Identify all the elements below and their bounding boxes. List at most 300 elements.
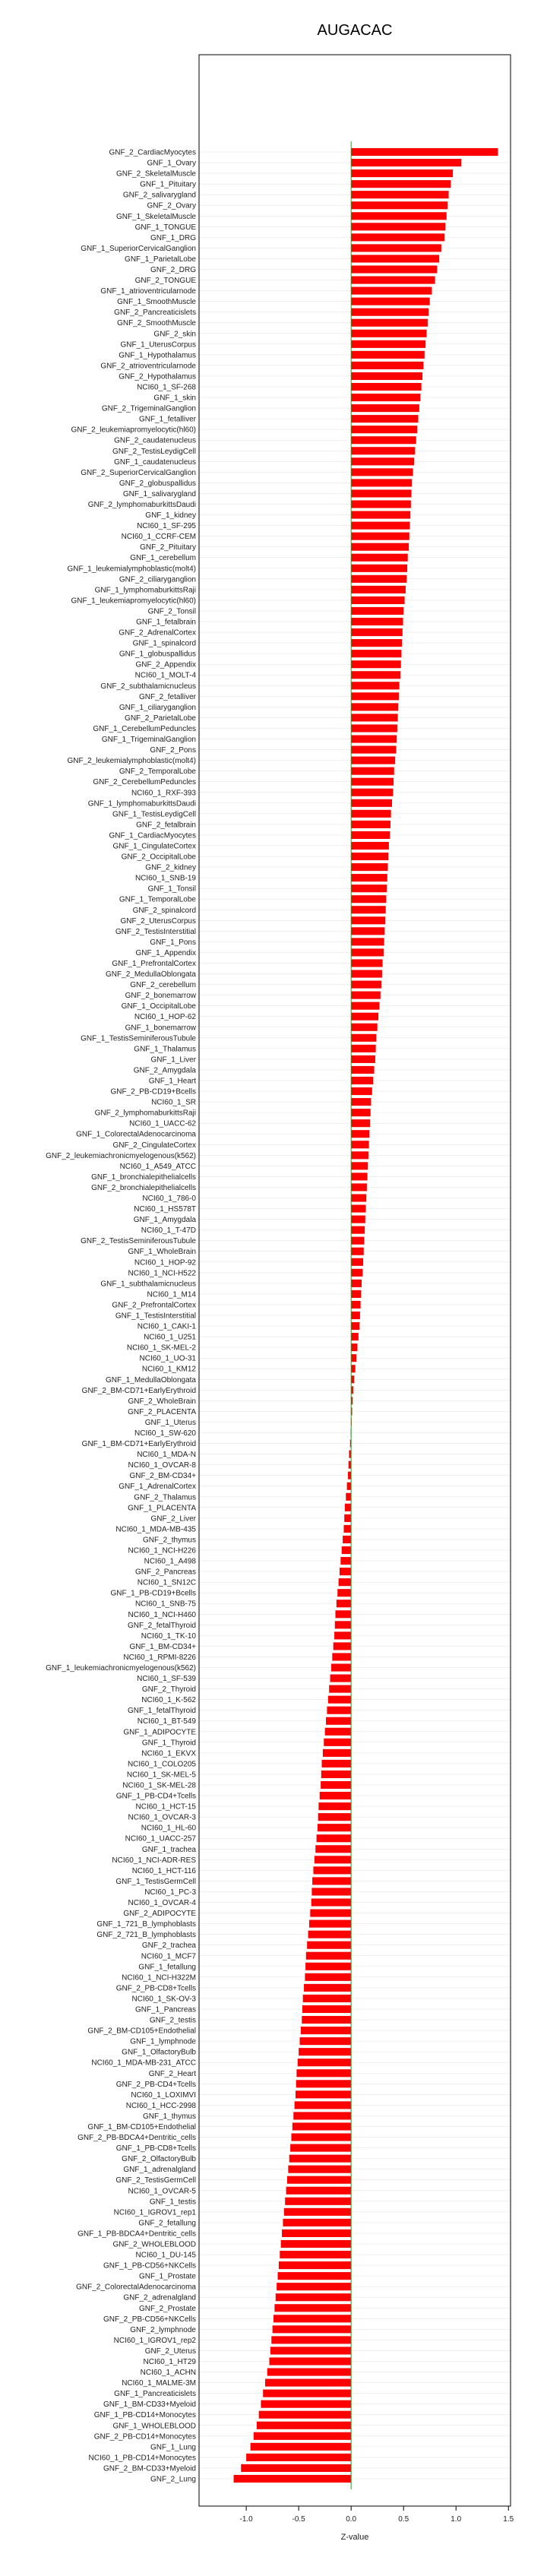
category-label: GNF_1_fetalbrain: [136, 618, 196, 627]
bar: [302, 2016, 351, 2024]
category-label: GNF_2_PB-CD19+Bcells: [110, 1087, 196, 1097]
category-label: NCI60_1_PC-3: [144, 1888, 196, 1897]
bar: [351, 244, 441, 252]
bar: [269, 2357, 351, 2365]
bar: [351, 1130, 369, 1138]
bar: [351, 1162, 368, 1169]
bar: [351, 692, 399, 700]
category-label: GNF_2_Liver: [150, 1514, 196, 1524]
category-label: GNF_1_TestisGermCell: [115, 1877, 196, 1886]
category-label: GNF_1_TestisSeminiferousTubule: [81, 1034, 196, 1043]
bar: [308, 1931, 352, 1938]
bar: [351, 148, 498, 156]
bar: [351, 255, 439, 262]
bar: [351, 842, 389, 850]
category-label: GNF_2_TrigeminalGanglion: [101, 404, 196, 413]
category-label: GNF_2_adrenalgland: [123, 2293, 196, 2302]
bar: [342, 1546, 351, 1554]
category-label: GNF_1_kidney: [145, 511, 196, 521]
category-label: GNF_1_Ovary: [147, 159, 196, 168]
bar: [295, 2101, 352, 2109]
bar: [278, 2272, 352, 2280]
category-label: GNF_1_Amygdala: [133, 1216, 196, 1225]
category-label: GNF_2_lymphomaburkittsDaudi: [87, 501, 196, 510]
category-label: NCI60_1_CCRF-CEM: [121, 533, 196, 542]
category-label: NCI60_1_KM12: [141, 1365, 196, 1374]
category-label: GNF_1_PB-CD14+Monocytes: [93, 2411, 196, 2420]
bar: [273, 2325, 352, 2333]
bar: [351, 426, 417, 433]
bar: [351, 639, 402, 647]
category-label: GNF_1_skin: [153, 394, 196, 403]
bar: [351, 1183, 367, 1191]
bar: [318, 1824, 351, 1831]
x-tick-label: 1.0: [451, 2515, 462, 2524]
category-label: GNF_2_Ovary: [147, 201, 196, 210]
bar: [351, 543, 409, 551]
category-label: GNF_2_Thalamus: [134, 1493, 196, 1502]
bar: [351, 1312, 360, 1319]
category-label: GNF_1_CardiacMyocytes: [109, 831, 196, 840]
category-label: GNF_1_lymphomaburkittsDaudi: [87, 799, 196, 809]
bar: [343, 1536, 351, 1543]
bar: [340, 1568, 351, 1575]
bar: [351, 1375, 354, 1383]
bar: [290, 2144, 351, 2152]
category-label: NCI60_1_OVCAR-4: [128, 1899, 196, 1908]
category-label: NCI60_1_M14: [147, 1290, 196, 1299]
category-label: NCI60_1_SNB-75: [134, 1600, 196, 1609]
bar: [346, 1493, 351, 1501]
category-label: NCI60_1_HT29: [143, 2357, 196, 2366]
category-label: NCI60_1_MDA-MB-435: [115, 1525, 196, 1534]
category-label: GNF_1_TestisLeydigCell: [112, 810, 196, 819]
category-label: NCI60_1_A549_ATCC: [119, 1162, 196, 1171]
bar: [351, 1119, 370, 1127]
bar: [351, 885, 387, 892]
category-label: NCI60_1_COLO205: [127, 1760, 196, 1769]
bar: [351, 319, 428, 327]
category-label: NCI60_1_NCI-H460: [128, 1610, 196, 1619]
category-label: NCI60_1_PB-CD14+Monocytes: [88, 2454, 196, 2463]
category-label: GNF_1_leukemiapromyelocytic(hl60): [71, 597, 196, 606]
bar: [282, 2229, 351, 2237]
category-label: GNF_2_MedullaOblongata: [106, 970, 196, 979]
category-label: GNF_2_leukemiachronicmyelogenous(k562): [46, 1151, 196, 1160]
bar: [301, 2027, 351, 2034]
category-label: GNF_2_WHOLEBLOOD: [112, 2240, 196, 2249]
bar: [351, 1013, 378, 1021]
category-label: GNF_1_TONGUE: [134, 223, 196, 232]
bar: [351, 522, 409, 530]
bar: [351, 233, 444, 241]
bar: [351, 1194, 366, 1201]
category-label: GNF_2_TestisGermCell: [115, 2176, 196, 2185]
category-label: NCI60_1_OVCAR-5: [128, 2187, 196, 2196]
category-label: GNF_2_cerebellum: [130, 981, 196, 990]
category-label: GNF_1_Prostate: [138, 2272, 196, 2281]
category-label: GNF_1_MedullaOblongata: [106, 1375, 196, 1385]
bar: [307, 1941, 351, 1949]
bar: [351, 212, 447, 220]
bar: [351, 821, 390, 828]
category-label: NCI60_1_HCT-15: [135, 1802, 196, 1812]
category-label: GNF_2_Pancreaticislets: [114, 309, 196, 318]
category-label: NCI60_1_RPMI-8226: [123, 1653, 196, 1662]
bar: [351, 1237, 364, 1245]
bar: [351, 404, 419, 412]
bar: [351, 1045, 375, 1052]
category-label: GNF_2_TestisSeminiferousTubule: [81, 1237, 196, 1246]
category-label: GNF_1_Liver: [150, 1055, 196, 1065]
category-label: GNF_1_caudatenucleus: [114, 457, 196, 467]
bar: [351, 1354, 356, 1362]
bar: [351, 1002, 379, 1010]
bar: [305, 1963, 351, 1970]
bar: [351, 511, 410, 519]
category-label: GNF_2_testis: [149, 2016, 196, 2025]
category-label: NCI60_1_SF-268: [137, 383, 196, 392]
category-label: GNF_1_Thalamus: [134, 1045, 196, 1054]
category-label: GNF_2_Amygdala: [133, 1066, 196, 1075]
bar: [340, 1557, 351, 1565]
bar: [337, 1600, 351, 1607]
category-label: GNF_2_BM-CD34+: [129, 1472, 196, 1481]
bar: [351, 159, 461, 166]
bar: [351, 1024, 378, 1031]
category-label: GNF_2_OlfactoryBulb: [122, 2155, 196, 2164]
bar: [351, 223, 445, 230]
category-label: GNF_1_atrioventricularnode: [100, 287, 196, 296]
category-label: NCI60_1_MDA-N: [137, 1451, 196, 1460]
category-label: NCI60_1_TK-10: [141, 1631, 196, 1641]
bar: [287, 2176, 351, 2184]
category-label: GNF_1_721_B_lymphoblasts: [96, 1920, 196, 1929]
category-label: GNF_2_kidney: [145, 863, 196, 872]
bar: [351, 489, 411, 497]
bar: [348, 1472, 351, 1479]
category-label: GNF_1_PrefrontalCortex: [112, 959, 196, 968]
category-label: GNF_1_fetallung: [138, 1963, 196, 1972]
category-label: GNF_2_DRG: [150, 266, 196, 275]
bar: [351, 330, 426, 337]
category-label: GNF_2_leukemiapromyelocytic(hl60): [71, 426, 196, 435]
bar: [299, 2048, 351, 2055]
x-axis: [240, 2506, 514, 2524]
category-label: GNF_2_globuspallidus: [119, 479, 196, 488]
bar: [344, 1525, 352, 1533]
category-label: NCI60_1_MDA-MB-231_ATCC: [91, 2059, 196, 2068]
category-label: NCI60_1_CAKI-1: [137, 1322, 196, 1331]
bar: [315, 1845, 351, 1853]
category-label: GNF_1_Thyroid: [141, 1739, 196, 1748]
bar: [279, 2261, 351, 2269]
category-label: GNF_2_TestisInterstitial: [115, 927, 196, 936]
bar: [351, 276, 435, 283]
category-label: GNF_2_PrefrontalCortex: [112, 1301, 196, 1310]
category-label: GNF_1_PLACENTA: [128, 1504, 196, 1513]
bar: [351, 650, 401, 657]
bar: [321, 1771, 351, 1778]
category-label: GNF_2_fetalThyroid: [127, 1621, 196, 1630]
bar: [296, 2090, 351, 2098]
bar: [310, 1910, 351, 1917]
category-label: NCI60_1_DU-145: [135, 2251, 196, 2260]
category-label: GNF_2_fetalliver: [138, 692, 196, 701]
category-label: GNF_1_ADIPOCYTE: [123, 1728, 196, 1737]
bar: [254, 2432, 351, 2440]
category-label: GNF_2_bonemarrow: [125, 992, 196, 1001]
category-label: GNF_2_subthalamicnucleus: [100, 682, 196, 691]
bar: [298, 2059, 351, 2066]
bar: [351, 533, 409, 540]
bar: [351, 351, 425, 359]
category-label: GNF_1_PB-CD8+Tcells: [115, 2144, 196, 2154]
category-label: NCI60_1_SN12C: [137, 1578, 196, 1587]
bar: [283, 2219, 351, 2226]
bar: [351, 831, 390, 839]
category-label: GNF_2_trachea: [141, 1941, 196, 1951]
category-label: GNF_1_testis: [149, 2198, 196, 2207]
category-label: NCI60_1_UO-31: [139, 1354, 196, 1363]
bar: [351, 309, 428, 316]
bar: [323, 1749, 351, 1757]
bar: [351, 948, 384, 956]
bar: [351, 1077, 373, 1084]
category-label: GNF_1_WholeBrain: [128, 1248, 196, 1257]
bar: [351, 970, 382, 977]
bar: [351, 1248, 364, 1255]
x-tick-label: 0.0: [346, 2515, 357, 2524]
category-label: GNF_1_lymphomaburkittsRaji: [94, 586, 196, 595]
bar: [234, 2475, 352, 2483]
category-label: GNF_1_WHOLEBLOOD: [112, 2422, 196, 2431]
category-label: GNF_2_ColorectalAdenocarcinoma: [76, 2283, 196, 2292]
category-label: GNF_1_Lung: [150, 2443, 196, 2452]
bar: [305, 1973, 351, 1981]
bar: [351, 1109, 371, 1116]
category-label: GNF_1_TestisInterstitial: [115, 1312, 196, 1321]
category-label: GNF_1_Heart: [148, 1077, 196, 1086]
category-label: GNF_1_Appendix: [135, 948, 196, 957]
category-label: GNF_2_leukemialymphoblastic(molt4): [67, 757, 196, 766]
category-label: GNF_1_fetalliver: [138, 415, 196, 424]
category-label: NCI60_1_SK-MEL-2: [126, 1343, 196, 1353]
category-label: GNF_2_Heart: [148, 2069, 196, 2078]
bar: [277, 2283, 351, 2290]
category-label: NCI60_1_MOLT-4: [134, 671, 196, 680]
bar: [315, 1856, 351, 1863]
category-label: NCI60_1_T-47D: [141, 1226, 196, 1236]
category-label: NCI60_1_MALME-3M: [122, 2379, 196, 2388]
bar: [306, 1952, 351, 1960]
bar: [351, 671, 400, 679]
bar: [276, 2293, 351, 2301]
category-label: GNF_2_Thyroid: [141, 1685, 196, 1695]
category-label: GNF_1_AdrenalCortex: [119, 1483, 196, 1492]
bar: [321, 1781, 351, 1789]
bar: [322, 1760, 352, 1767]
bar: [351, 565, 407, 572]
bar: [334, 1631, 351, 1639]
category-label: NCI60_1_ACHN: [140, 2369, 196, 2378]
category-label: GNF_2_PB-CD8+Tcells: [115, 1984, 196, 1993]
bar: [285, 2198, 351, 2205]
bar: [351, 340, 425, 348]
bar: [339, 1578, 352, 1586]
category-label: GNF_1_subthalamicnucleus: [100, 1280, 196, 1289]
category-label: NCI60_1_OVCAR-3: [128, 1813, 196, 1822]
bar: [351, 436, 416, 444]
category-label: NCI60_1_MCF7: [141, 1952, 196, 1961]
category-label: GNF_2_Hypothalamus: [119, 372, 196, 381]
category-label: NCI60_1_NCI-H226: [128, 1546, 196, 1555]
category-label: GNF_1_BM-CD71+EarlyErythroid: [81, 1440, 196, 1449]
bar: [351, 383, 421, 391]
category-label: NCI60_1_RXF-393: [131, 789, 196, 798]
category-label: GNF_1_bronchialepithelialcells: [91, 1172, 196, 1182]
category-label: GNF_2_salivarygland: [122, 191, 196, 200]
bar: [332, 1653, 351, 1660]
category-label: GNF_1_DRG: [150, 233, 196, 242]
category-label: GNF_1_CingulateCortex: [112, 842, 196, 851]
bar: [351, 554, 408, 562]
category-label: GNF_1_PB-CD19+Bcells: [110, 1589, 196, 1598]
bar: [351, 927, 384, 935]
category-label: GNF_1_ColorectalAdenocarcinoma: [76, 1130, 196, 1139]
category-label: GNF_2_UterusCorpus: [120, 916, 196, 926]
bar: [351, 575, 406, 583]
category-label: GNF_2_Pons: [150, 746, 196, 755]
category-label: GNF_1_BM-CD105+Endothelial: [87, 2122, 196, 2131]
category-label: NCI60_1_U251: [144, 1333, 196, 1342]
bar: [351, 298, 430, 305]
bar: [351, 1098, 371, 1106]
category-label: GNF_1_trachea: [141, 1845, 196, 1854]
category-label: GNF_2_TestisLeydigCell: [112, 447, 196, 456]
bar: [303, 1995, 352, 2002]
bar: [351, 1055, 375, 1063]
bar: [351, 660, 401, 668]
category-label: GNF_1_cerebellum: [130, 554, 196, 563]
category-label: NCI60_1_UACC-257: [125, 1834, 196, 1843]
category-label: NCI60_1_NCI-H522: [128, 1269, 196, 1278]
bar: [351, 916, 385, 924]
bar: [281, 2240, 351, 2248]
bar: [351, 1034, 376, 1042]
bar: [351, 287, 432, 295]
bar: [280, 2251, 351, 2258]
category-label: NCI60_1_NCI-ADR-RES: [112, 1856, 196, 1865]
bar: [318, 1802, 351, 1810]
bar: [302, 2005, 351, 2013]
bar: [296, 2069, 351, 2077]
bar: [351, 1280, 362, 1287]
category-label: GNF_1_Pancreas: [134, 2005, 196, 2014]
bar: [351, 703, 398, 710]
bar: [351, 628, 403, 636]
bar: [318, 1813, 351, 1821]
bar: [263, 2390, 351, 2397]
category-label: GNF_1_Pancreaticislets: [114, 2390, 196, 2399]
bar: [351, 1322, 359, 1330]
bar: [289, 2155, 351, 2163]
bar: [257, 2422, 351, 2429]
category-label: GNF_1_PB-CD56+NKCells: [103, 2261, 196, 2271]
category-label: GNF_2_skin: [153, 330, 196, 339]
category-label: GNF_2_PLACENTA: [128, 1407, 196, 1416]
category-label: GNF_2_PB-CD4+Tcells: [115, 2080, 196, 2089]
bar: [265, 2379, 351, 2387]
x-tick-label: -0.5: [292, 2515, 305, 2524]
category-label: GNF_1_TrigeminalGanglion: [101, 736, 196, 745]
bar: [351, 607, 403, 615]
bar: [351, 180, 451, 188]
bar: [351, 1226, 365, 1234]
category-label: GNF_1_Pituitary: [140, 180, 196, 189]
bar: [351, 863, 387, 871]
bar: [351, 265, 437, 273]
category-label: GNF_2_721_B_lymphoblasts: [96, 1931, 196, 1940]
bar: [351, 1269, 362, 1277]
category-label: GNF_1_lymphnode: [130, 2037, 196, 2046]
category-label: NCI60_1_NCI-H322M: [122, 1973, 196, 1983]
bar: [351, 992, 381, 999]
bar: [296, 2080, 351, 2087]
bar: [328, 1696, 351, 1704]
bar: [326, 1717, 351, 1725]
bar: [351, 1087, 372, 1095]
category-label: GNF_2_Tonsil: [147, 607, 196, 616]
category-label: GNF_2_atrioventricularnode: [100, 362, 196, 371]
category-label: NCI60_1_HS578T: [134, 1205, 196, 1214]
category-label: GNF_1_bonemarrow: [125, 1024, 196, 1033]
category-label: GNF_1_ParietalLobe: [125, 255, 196, 264]
category-label: GNF_2_SmoothMuscle: [117, 319, 196, 328]
bar: [311, 1898, 351, 1906]
bar: [351, 447, 415, 454]
bar: [351, 1066, 374, 1074]
bar: [246, 2454, 351, 2461]
bar: [351, 724, 397, 732]
bar: [351, 735, 397, 742]
bar: [331, 1663, 351, 1671]
bar: [324, 1739, 351, 1746]
bar: [241, 2464, 351, 2472]
bar: [351, 586, 406, 593]
bar: [351, 981, 381, 989]
bar: [335, 1621, 351, 1628]
category-label: NCI60_1_SF-539: [137, 1675, 196, 1684]
category-label: GNF_2_ADIPOCYTE: [123, 1910, 196, 1919]
category-label: GNF_2_ciliaryganglion: [119, 575, 196, 584]
category-label: GNF_1_leukemiachronicmyelogenous(k562): [46, 1664, 196, 1673]
bar: [288, 2166, 351, 2173]
bar: [286, 2187, 352, 2195]
bar: [335, 1610, 351, 1618]
bar: [351, 468, 413, 476]
category-label: GNF_2_AdrenalCortex: [119, 628, 196, 638]
bar: [351, 362, 423, 369]
category-label: NCI60_1_SK-OV-3: [131, 1995, 196, 2004]
bar: [351, 906, 386, 913]
category-label: GNF_2_fetalbrain: [136, 821, 196, 830]
category-label: GNF_1_PB-CD4+Tcells: [115, 1792, 196, 1801]
category-label: GNF_2_BM-CD105+Endothelial: [87, 2027, 196, 2036]
bar: [351, 1290, 361, 1298]
category-label: GNF_1_SmoothMuscle: [117, 298, 196, 307]
category-label: GNF_2_thymus: [142, 1536, 196, 1545]
